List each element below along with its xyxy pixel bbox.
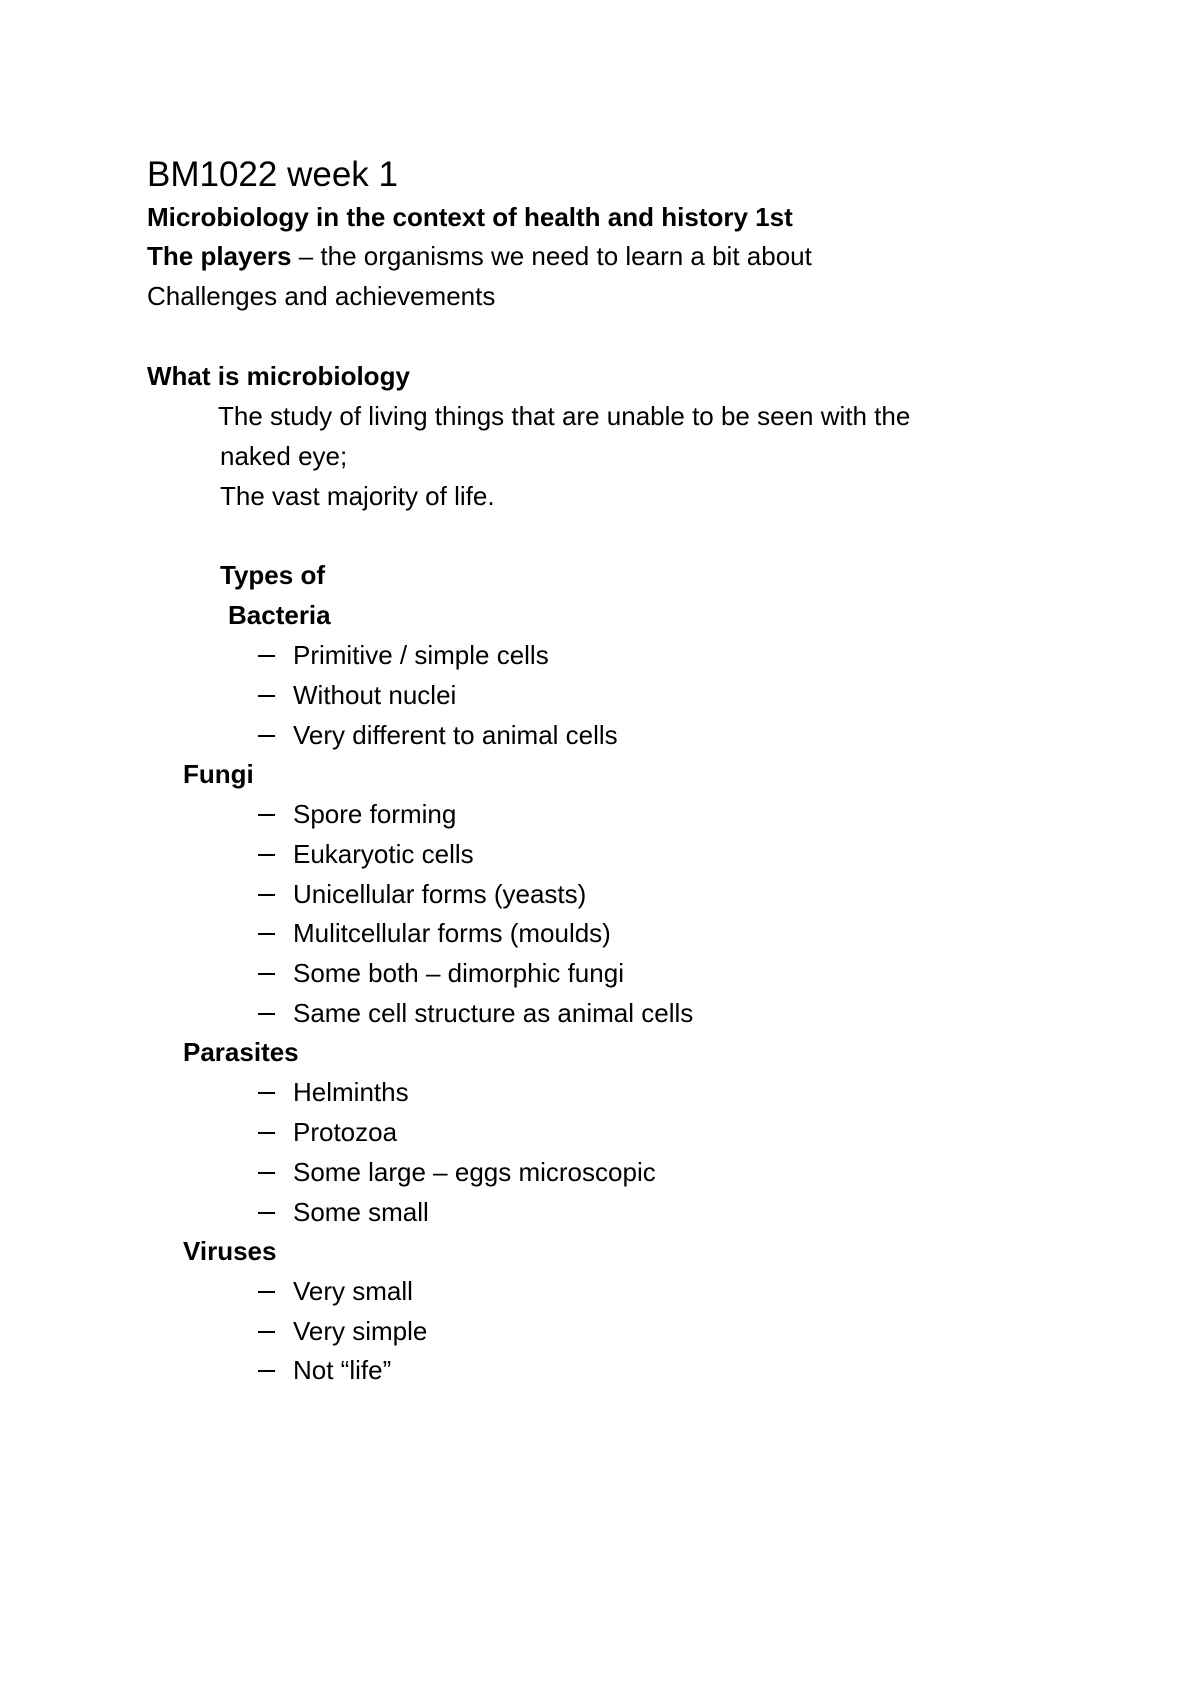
list-bullet [258, 1013, 275, 1015]
document-title: BM1022 week 1 [147, 155, 398, 194]
list-item: Not “life” [293, 1355, 392, 1385]
definition-line-3: The vast majority of life. [220, 481, 495, 511]
list-item: Without nuclei [293, 680, 457, 710]
list-item: Some both – dimorphic fungi [293, 958, 624, 988]
list-item: Some small [293, 1197, 429, 1227]
list-bullet [258, 1092, 275, 1094]
list-item: Very simple [293, 1316, 428, 1346]
list-item: Primitive / simple cells [293, 640, 549, 670]
list-item: Spore forming [293, 799, 457, 829]
list-bullet [258, 655, 275, 657]
list-bullet [258, 933, 275, 935]
list-item: Unicellular forms (yeasts) [293, 879, 587, 909]
list-item: Very different to animal cells [293, 720, 618, 750]
section-heading-bacteria: Bacteria [228, 600, 331, 630]
list-bullet [258, 1132, 275, 1134]
list-bullet [258, 894, 275, 896]
section-heading-fungi: Fungi [183, 759, 254, 789]
list-item: Helminths [293, 1077, 409, 1107]
definition-line-1: The study of living things that are unable to be seen with the [218, 401, 911, 431]
players-text: – the organisms we need to learn a bit about [291, 241, 812, 271]
list-bullet [258, 1291, 275, 1293]
list-bullet [258, 973, 275, 975]
list-bullet [258, 1212, 275, 1214]
list-item: Very small [293, 1276, 413, 1306]
list-bullet [258, 735, 275, 737]
list-item: Eukaryotic cells [293, 839, 474, 869]
list-bullet [258, 695, 275, 697]
players-line [147, 240, 812, 272]
list-item: Mulitcellular forms (moulds) [293, 918, 611, 948]
list-bullet [258, 854, 275, 856]
list-bullet [258, 1370, 275, 1372]
document-subtitle: Microbiology in the context of health and history 1st [147, 202, 793, 232]
list-item: Same cell structure as animal cells [293, 998, 694, 1028]
list-bullet [258, 1172, 275, 1174]
list-bullet [258, 814, 275, 816]
section-heading-viruses: Viruses [183, 1236, 277, 1266]
types-of-heading: Types of [220, 560, 325, 590]
challenges-line: Challenges and achievements [147, 281, 496, 311]
definition-line-2: naked eye; [220, 441, 348, 471]
list-item: Protozoa [293, 1117, 398, 1147]
section-heading-parasites: Parasites [183, 1037, 299, 1067]
players-label: The players [147, 241, 292, 271]
what-is-microbiology-heading: What is microbiology [147, 361, 410, 391]
list-item: Some large – eggs microscopic [293, 1157, 656, 1187]
list-bullet [258, 1331, 275, 1333]
